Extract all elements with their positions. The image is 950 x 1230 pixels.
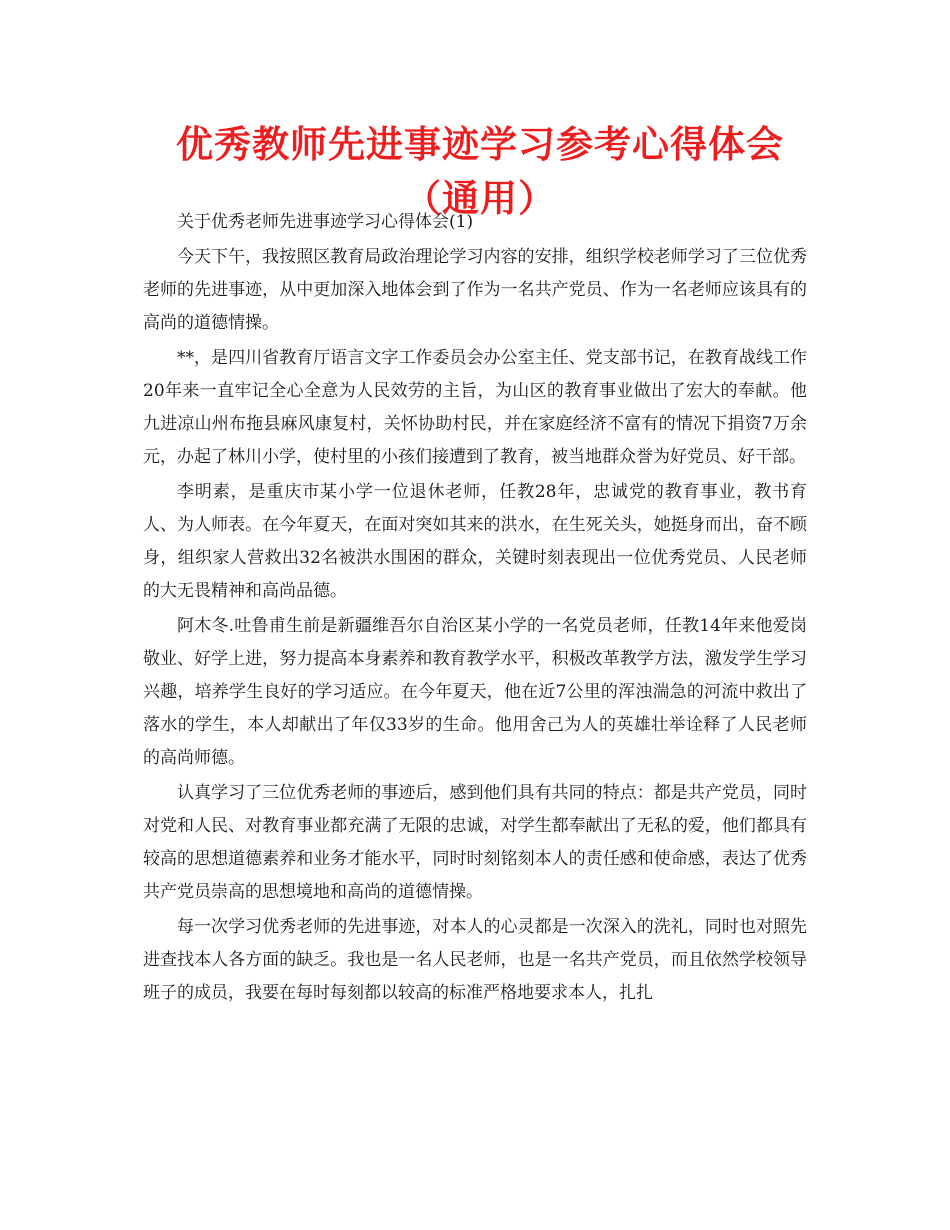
document-body [143, 206, 807, 1010]
paragraph-5: 认真学习了三位优秀老师的事迹后，感到他们具有共同的特点：都是共产党员，同时对党和人民、对教育事业都充满了无限的忠诚，对学生都奉献出了无私的爱，他们都具有较高的思想道德素养和业务才能水平，同时时刻铭刻本人的责任感和使命感，表达了优秀共产党员崇高的思想境地和高尚的道德情操。 [143, 783, 807, 902]
document-subtitle: 关于优秀老师先进事迹学习心得体会(1) [177, 212, 474, 232]
paragraph-3: 李明素，是重庆市某小学一位退休老师，任教28年，忠诚党的教育事业，教书育人、为人师表。在今年夏天，在面对突如其来的洪水，在生死关头，她挺身而出，奋不顾身，组织家人营救出32名被洪水围困的群众，关键时刻表现出一位优秀党员、人民老师的大无畏精神和高尚品德。 [143, 482, 807, 601]
paragraph-1: 今天下午，我按照区教育局政治理论学习内容的安排，组织学校老师学习了三位优秀老师的先进事迹，从中更加深入地体会到了作为一名共产党员、作为一名老师应该具有的高尚的道德情操。 [143, 247, 807, 333]
paragraph-4: 阿木冬.吐鲁甫生前是新疆维吾尔自治区某小学的一名党员老师，任教14年来他爱岗敬业、好学上进，努力提高本身素养和教育教学水平，积极改革教学方法，激发学生学习兴趣，培养学生良好的学习适应。在今年夏天，他在近7公里的浑浊湍急的河流中救出了落水的学生，本人却献出了年仅33岁的生命。他用舍己为人的英雄壮举诠释了人民老师的高尚师德。 [143, 616, 807, 768]
document-title: 优秀教师先进事迹学习参考心得体会（通用） [176, 123, 784, 220]
paragraph-6: 每一次学习优秀老师的先进事迹，对本人的心灵都是一次深入的洗礼，同时也对照先进查找本人各方面的缺乏。我也是一名人民老师，也是一名共产党员，而且依然学校领导班子的成员，我要在每时每刻都以较高的标准严格地要求本人，扎扎 [143, 917, 807, 1003]
paragraph-2: **，是四川省教育厅语言文字工作委员会办公室主任、党支部书记，在教育战线工作20年来一直牢记全心全意为人民效劳的主旨，为山区的教育事业做出了宏大的奉献。他九进凉山州布拖县麻风康复村，关怀协助村民，并在家庭经济不富有的情况下捐资7万余元，办起了林川小学，使村里的小孩们接遭到了教育，被当地群众誉为好党员、好干部。 [143, 348, 807, 467]
